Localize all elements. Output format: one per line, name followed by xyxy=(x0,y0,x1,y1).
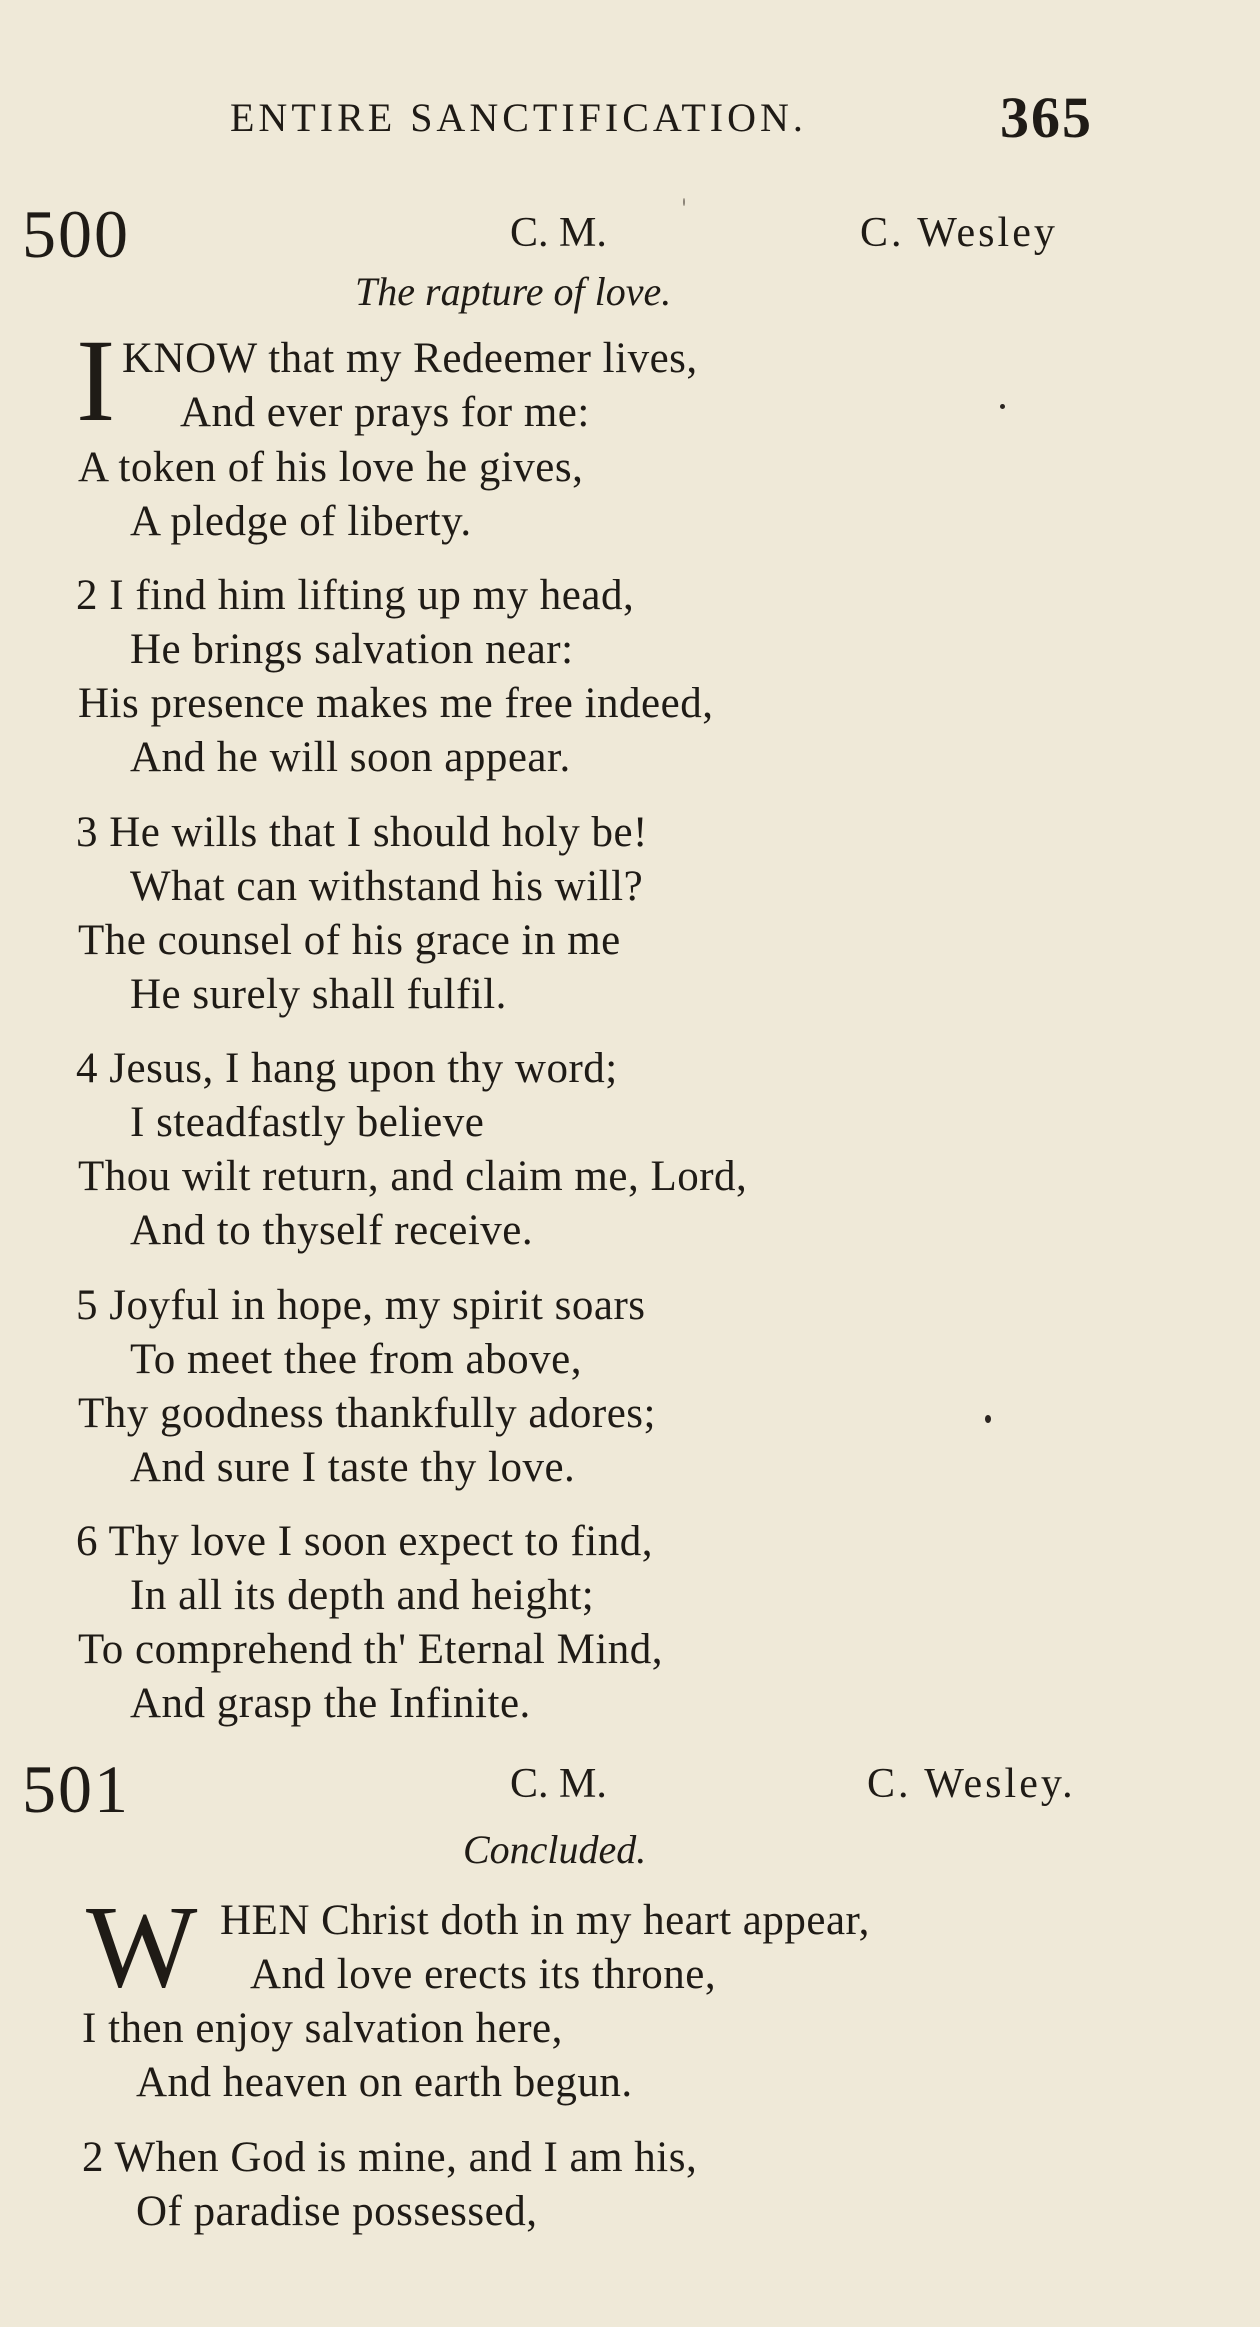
ink-speck xyxy=(683,198,685,206)
ink-speck xyxy=(985,1415,991,1423)
hymn-subtitle: Concluded. xyxy=(463,1827,647,1872)
verse-line: Thou wilt return, and claim me, Lord, xyxy=(78,1153,748,1200)
hymn-500-header xyxy=(22,195,1142,275)
hymn-501-header xyxy=(22,1750,1142,1830)
verse-line: 4 Jesus, I hang upon thy word; xyxy=(76,1045,618,1092)
hymn-author: C. Wesley. xyxy=(867,1761,1076,1807)
verse-line: 2 When God is mine, and I am his, xyxy=(82,2134,698,2181)
verse-line: And grasp the Infinite. xyxy=(130,1680,531,1727)
hymn-number: 500 xyxy=(22,196,130,272)
verse-line: KNOW that my Redeemer lives, xyxy=(122,335,698,382)
running-head-title: ENTIRE SANCTIFICATION. xyxy=(230,95,807,140)
hymn-number: 501 xyxy=(22,1751,130,1827)
verse-line: HEN Christ doth in my heart appear, xyxy=(220,1897,870,1944)
verse-line: 5 Joyful in hope, my spirit soars xyxy=(76,1282,646,1329)
hymn-meter: C. M. xyxy=(510,210,607,256)
verse-line: And ever prays for me: xyxy=(180,389,590,436)
hymn-meter: C. M. xyxy=(510,1761,607,1807)
verse-line: What can withstand his will? xyxy=(130,863,644,910)
verse-line: Of paradise possessed, xyxy=(136,2188,538,2235)
verse-line: To comprehend th' Eternal Mind, xyxy=(78,1626,664,1673)
verse-line: 2 I find him lifting up my head, xyxy=(76,572,635,619)
verse-line: A token of his love he gives, xyxy=(78,444,584,491)
verse-line: 6 Thy love I soon expect to find, xyxy=(76,1518,653,1565)
verse-line: And he will soon appear. xyxy=(130,734,571,781)
verse-line: And sure I taste thy love. xyxy=(130,1444,576,1491)
hymn-author: C. Wesley xyxy=(860,210,1058,256)
verse-line: 3 He wills that I should holy be! xyxy=(76,809,648,856)
verse-line: He surely shall fulfil. xyxy=(130,971,507,1018)
page-number: 365 xyxy=(1000,85,1093,150)
verse-line: In all its depth and height; xyxy=(130,1572,595,1619)
ink-speck xyxy=(1000,404,1005,409)
verse-line: I then enjoy salvation here, xyxy=(82,2005,563,2052)
verse-line: Thy goodness thankfully adores; xyxy=(78,1390,656,1437)
verse-line: And to thyself receive. xyxy=(130,1207,534,1254)
verse-line: And love erects its throne, xyxy=(250,1951,717,1998)
verse-line: A pledge of liberty. xyxy=(130,498,472,545)
verse-line: And heaven on earth begun. xyxy=(136,2059,633,2106)
verse-line: His presence makes me free indeed, xyxy=(78,680,714,727)
drop-cap: W xyxy=(86,1881,198,2012)
verse-line: The counsel of his grace in me xyxy=(78,917,621,964)
verse-line: He brings salvation near: xyxy=(130,626,574,673)
hymn-subtitle: The rapture of love. xyxy=(355,269,672,314)
drop-cap: I xyxy=(76,315,116,446)
verse-line: I steadfastly believe xyxy=(130,1099,485,1146)
verse-line: To meet thee from above, xyxy=(130,1336,582,1383)
